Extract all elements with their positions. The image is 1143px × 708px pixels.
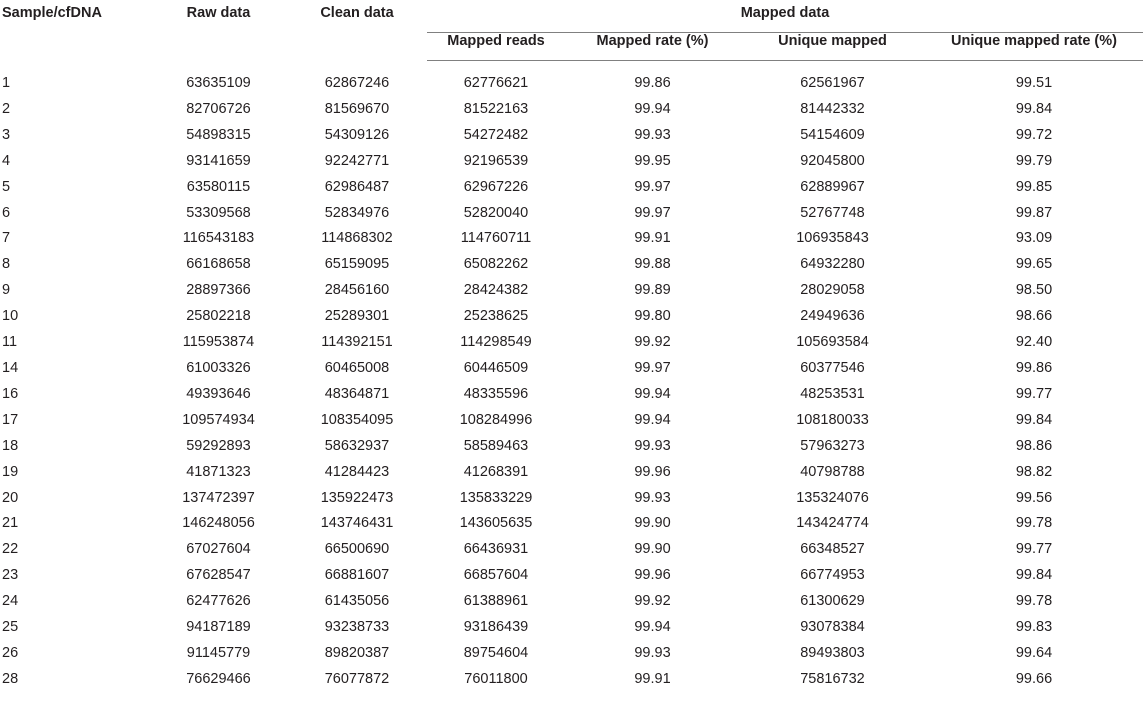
table-row (0, 563, 1143, 589)
unique-mapped-rate-cell: 92.40 (1015, 334, 1053, 351)
table-row (0, 615, 1143, 641)
clean-data-cell: 62986487 (324, 178, 390, 195)
sample-cell: 4 (2, 152, 11, 169)
mapped-rate-cell: 99.88 (634, 256, 671, 273)
mapped-rate-cell: 99.90 (634, 541, 671, 558)
unique-mapped-cell: 57963273 (800, 437, 865, 454)
unique-mapped-rate-cell: 99.72 (1015, 126, 1053, 143)
unique-mapped-cell: 60377546 (800, 359, 865, 376)
unique-mapped-cell: 28029058 (800, 282, 865, 299)
mapped-reads-cell: 114760711 (460, 230, 532, 247)
sample-cell: 14 (2, 359, 19, 376)
unique-mapped-rate-cell: 99.84 (1015, 567, 1053, 584)
raw-data-cell: 41871323 (186, 463, 251, 480)
sample-cell: 9 (2, 282, 11, 299)
unique-mapped-cell: 62561967 (800, 75, 865, 91)
table-row (0, 278, 1143, 304)
unique-mapped-rate-cell: 99.84 (1015, 411, 1053, 428)
mapped-reads-cell: 54272482 (463, 126, 529, 143)
sample-cell: 1 (2, 75, 11, 91)
mapped-rate-cell: 99.86 (634, 75, 671, 91)
mapped-reads-cell: 48335596 (463, 385, 529, 402)
sample-cell: 3 (2, 126, 11, 143)
header-unique-mapped: Unique mapped (740, 33, 925, 61)
mapped-rate-cell: 99.90 (634, 515, 671, 532)
clean-data-cell: 114868302 (321, 230, 393, 247)
unique-mapped-rate-cell: 98.82 (1015, 463, 1053, 480)
table-row (0, 123, 1143, 149)
unique-mapped-cell: 64932280 (800, 256, 865, 273)
unique-mapped-rate-cell: 99.84 (1015, 100, 1053, 117)
sample-cell: 6 (2, 204, 11, 221)
clean-data-cell: 114392151 (321, 334, 393, 351)
mapped-reads-cell: 62776621 (463, 75, 529, 91)
unique-mapped-cell: 105693584 (796, 334, 869, 351)
header-raw-data: Raw data (186, 5, 251, 21)
raw-data-cell: 25802218 (186, 308, 251, 325)
mapped-reads-cell: 62967226 (463, 178, 529, 195)
mapped-reads-cell: 108284996 (459, 411, 533, 428)
unique-mapped-cell: 108180033 (796, 411, 869, 428)
sample-cell: 18 (2, 437, 19, 454)
unique-mapped-rate-cell: 99.77 (1015, 541, 1053, 558)
sample-cell: 28 (2, 670, 19, 687)
unique-mapped-rate-cell: 99.51 (1015, 75, 1053, 91)
unique-mapped-rate-cell: 98.50 (1015, 282, 1053, 299)
raw-data-cell: 91145779 (186, 644, 251, 661)
unique-mapped-rate-cell: 99.65 (1015, 256, 1053, 273)
raw-data-cell: 61003326 (186, 359, 251, 376)
table-row (0, 97, 1143, 123)
clean-data-cell: 93238733 (324, 619, 390, 636)
mapped-rate-cell: 99.95 (634, 152, 671, 169)
raw-data-cell: 63635109 (186, 75, 251, 91)
sample-cell: 19 (2, 463, 19, 480)
unique-mapped-rate-cell: 99.87 (1015, 204, 1053, 221)
clean-data-cell: 58632937 (324, 437, 390, 454)
mapped-rate-cell: 99.91 (634, 230, 671, 247)
table-row (0, 175, 1143, 201)
unique-mapped-cell: 75816732 (800, 670, 865, 687)
table-row (0, 408, 1143, 434)
table-row (0, 201, 1143, 227)
mapped-rate-cell: 99.97 (634, 204, 671, 221)
sample-cell: 25 (2, 619, 19, 636)
raw-data-cell: 49393646 (186, 385, 251, 402)
sample-cell: 24 (2, 593, 19, 610)
mapped-rate-cell: 99.94 (634, 385, 671, 402)
clean-data-cell: 61435056 (324, 593, 390, 610)
clean-data-cell: 81569670 (324, 100, 390, 117)
clean-data-cell: 135922473 (320, 489, 394, 506)
raw-data-cell: 94187189 (186, 619, 251, 636)
unique-mapped-cell: 61300629 (800, 593, 865, 610)
unique-mapped-rate-cell: 99.64 (1015, 644, 1053, 661)
header-mapped-data-group: Mapped data (427, 0, 1143, 33)
sample-cell: 10 (2, 308, 19, 325)
table-row (0, 511, 1143, 537)
mapped-reads-cell: 114298549 (460, 334, 532, 351)
raw-data-cell: 116543183 (182, 230, 255, 247)
clean-data-cell: 25289301 (324, 308, 390, 325)
table-row (0, 304, 1143, 330)
mapped-rate-cell: 99.94 (634, 100, 671, 117)
unique-mapped-rate-cell: 93.09 (1015, 230, 1053, 247)
clean-data-cell: 62867246 (324, 75, 390, 91)
mapped-rate-cell: 99.97 (634, 178, 671, 195)
unique-mapped-rate-cell: 98.86 (1015, 437, 1053, 454)
sample-cell: 7 (2, 230, 11, 247)
mapped-reads-cell: 66857604 (463, 567, 529, 584)
mapped-reads-cell: 135833229 (459, 489, 533, 506)
mapped-rate-cell: 99.89 (634, 282, 671, 299)
unique-mapped-cell: 135324076 (796, 489, 869, 506)
table-row (0, 537, 1143, 563)
unique-mapped-cell: 66348527 (800, 541, 865, 558)
table-body (0, 61, 1143, 693)
table-row (0, 356, 1143, 382)
mapped-reads-cell: 76011800 (464, 670, 528, 687)
unique-mapped-rate-cell: 99.56 (1015, 489, 1053, 506)
raw-data-cell: 67628547 (186, 567, 251, 584)
sample-cell: 2 (2, 100, 11, 117)
clean-data-cell: 108354095 (320, 411, 394, 428)
table-row (0, 641, 1143, 667)
header-mapped-rate: Mapped rate (%) (565, 33, 740, 61)
mapped-reads-cell: 25238625 (463, 308, 529, 325)
raw-data-cell: 66168658 (186, 256, 251, 273)
table-row (0, 382, 1143, 408)
sample-cell: 20 (2, 489, 19, 506)
sample-cell: 17 (2, 411, 19, 428)
raw-data-cell: 28897366 (186, 282, 251, 299)
mapped-rate-cell: 99.80 (634, 308, 671, 325)
unique-mapped-cell: 52767748 (800, 204, 865, 221)
header-unique-mapped-rate: Unique mapped rate (%) (925, 33, 1143, 61)
mapped-reads-cell: 93186439 (463, 619, 529, 636)
table-row (0, 226, 1143, 252)
raw-data-cell: 146248056 (182, 515, 255, 532)
mapped-rate-cell: 99.94 (634, 619, 671, 636)
unique-mapped-rate-cell: 99.79 (1015, 152, 1053, 169)
mapped-reads-cell: 81522163 (463, 100, 529, 117)
sample-cell: 5 (2, 178, 11, 195)
unique-mapped-cell: 92045800 (800, 152, 865, 169)
clean-data-cell: 143746431 (320, 515, 394, 532)
clean-data-cell: 65159095 (324, 256, 390, 273)
header-clean-data: Clean data (320, 5, 394, 21)
mapped-reads-cell: 143605635 (459, 515, 533, 532)
mapped-rate-cell: 99.93 (634, 437, 671, 454)
unique-mapped-rate-cell: 99.83 (1015, 619, 1053, 636)
mapped-rate-cell: 99.93 (634, 489, 671, 506)
raw-data-cell: 54898315 (186, 126, 251, 143)
header-mapped-reads: Mapped reads (427, 33, 565, 61)
unique-mapped-rate-cell: 99.86 (1015, 359, 1053, 376)
unique-mapped-cell: 81442332 (800, 100, 865, 117)
table-row (0, 460, 1143, 486)
table-row (0, 149, 1143, 175)
mapped-rate-cell: 99.96 (634, 463, 671, 480)
mapped-reads-cell: 28424382 (463, 282, 529, 299)
raw-data-cell: 93141659 (186, 152, 251, 169)
mapped-reads-cell: 92196539 (463, 152, 529, 169)
sample-cell: 16 (2, 385, 19, 402)
raw-data-cell: 63580115 (186, 178, 251, 195)
mapped-rate-cell: 99.93 (634, 126, 671, 143)
raw-data-cell: 76629466 (186, 670, 251, 687)
unique-mapped-cell: 93078384 (800, 619, 865, 636)
clean-data-cell: 41284423 (324, 463, 390, 480)
mapped-reads-cell: 60446509 (463, 359, 529, 376)
clean-data-cell: 66881607 (324, 567, 390, 584)
raw-data-cell: 62477626 (186, 593, 251, 610)
raw-data-cell: 82706726 (186, 100, 251, 117)
table-row (0, 252, 1143, 278)
sample-cell: 22 (2, 541, 19, 558)
clean-data-cell: 60465008 (324, 359, 390, 376)
mapped-rate-cell: 99.92 (634, 334, 671, 351)
raw-data-cell: 109574934 (182, 411, 255, 428)
unique-mapped-cell: 143424774 (796, 515, 869, 532)
unique-mapped-cell: 62889967 (800, 178, 865, 195)
unique-mapped-cell: 106935843 (796, 230, 869, 247)
mapped-rate-cell: 99.91 (634, 670, 671, 687)
raw-data-cell: 53309568 (186, 204, 251, 221)
unique-mapped-rate-cell: 99.78 (1015, 593, 1053, 610)
sample-cell: 23 (2, 567, 19, 584)
unique-mapped-rate-cell: 99.85 (1015, 178, 1053, 195)
unique-mapped-rate-cell: 99.77 (1015, 385, 1053, 402)
unique-mapped-cell: 54154609 (800, 126, 865, 143)
table-row (0, 589, 1143, 615)
mapped-reads-cell: 89754604 (463, 644, 529, 661)
unique-mapped-rate-cell: 99.66 (1015, 670, 1053, 687)
clean-data-cell: 66500690 (324, 541, 390, 558)
mapped-reads-cell: 61388961 (463, 593, 529, 610)
table-row (0, 434, 1143, 460)
unique-mapped-cell: 66774953 (800, 567, 865, 584)
table-row (0, 667, 1143, 693)
mapped-rate-cell: 99.94 (634, 411, 671, 428)
sample-cell: 21 (2, 515, 19, 532)
unique-mapped-cell: 24949636 (800, 308, 865, 325)
unique-mapped-cell: 48253531 (800, 385, 865, 402)
clean-data-cell: 89820387 (324, 644, 390, 661)
mapped-reads-cell: 52820040 (463, 204, 529, 221)
clean-data-cell: 76077872 (324, 670, 390, 687)
raw-data-cell: 137472397 (182, 489, 255, 506)
unique-mapped-cell: 89493803 (800, 644, 865, 661)
unique-mapped-cell: 40798788 (800, 463, 865, 480)
mapped-reads-cell: 65082262 (463, 256, 529, 273)
clean-data-cell: 28456160 (324, 282, 390, 299)
mapped-rate-cell: 99.92 (634, 593, 671, 610)
raw-data-cell: 115953874 (182, 334, 255, 351)
unique-mapped-rate-cell: 98.66 (1015, 308, 1053, 325)
mapped-reads-cell: 41268391 (463, 463, 529, 480)
clean-data-cell: 54309126 (324, 126, 390, 143)
mapped-rate-cell: 99.93 (634, 644, 671, 661)
mapped-rate-cell: 99.96 (634, 567, 671, 584)
sample-cell: 8 (2, 256, 11, 273)
header-sample: Sample/cfDNA (2, 5, 102, 21)
mapped-reads-cell: 58589463 (463, 437, 529, 454)
header-row-top (0, 0, 1143, 33)
clean-data-cell: 48364871 (324, 385, 390, 402)
unique-mapped-rate-cell: 99.78 (1015, 515, 1053, 532)
table-row (0, 71, 1143, 97)
clean-data-cell: 52834976 (324, 204, 390, 221)
table-row (0, 330, 1143, 356)
sample-cell: 26 (2, 644, 19, 661)
sample-cell: 11 (2, 334, 18, 351)
mapped-rate-cell: 99.97 (634, 359, 671, 376)
clean-data-cell: 92242771 (324, 152, 390, 169)
raw-data-cell: 59292893 (186, 437, 251, 454)
raw-data-cell: 67027604 (186, 541, 251, 558)
table-row (0, 486, 1143, 512)
mapped-reads-cell: 66436931 (463, 541, 529, 558)
